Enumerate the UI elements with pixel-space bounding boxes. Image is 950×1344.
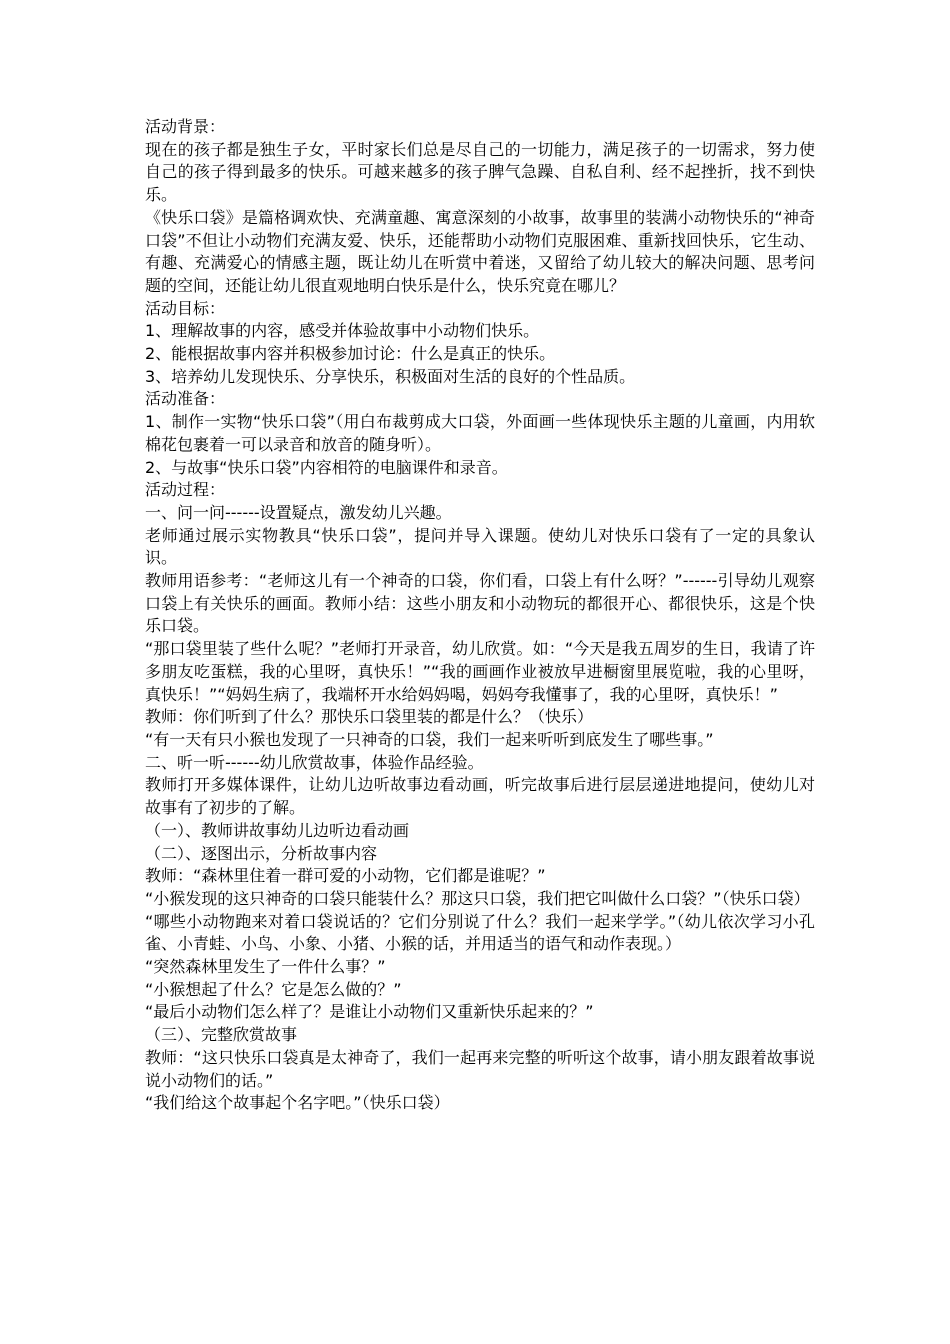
substep-3-paragraph-2: “我们给这个故事起个名字吧。”（快乐口袋） — [145, 1093, 450, 1113]
step-1-paragraph-1: 老师通过展示实物教具“快乐口袋”，提问并导入课题。使幼儿对快乐口袋有了一定的具象认识。 — [145, 525, 815, 568]
step-2-title: 二、听一听------幼儿欣赏故事，体验作品经验。 — [145, 752, 484, 772]
heading-background: 活动背景： — [145, 117, 226, 136]
goal-item-3: 3、培养幼儿发现快乐、分享快乐，积极面对生活的良好的个性品质。 — [145, 366, 636, 386]
preparation-item-2: 2、与故事“快乐口袋”内容相符的电脑课件和录音。 — [145, 457, 508, 477]
substep-3-paragraph-1: 教师：“这只快乐口袋真是太神奇了，我们一起再来完整的听听这个故事，请小朋友跟着故事说说小动物们的话。” — [145, 1047, 815, 1090]
substep-2-paragraph-4: “突然森林里发生了一件什么事？” — [145, 957, 386, 977]
substep-1: （一）、教师讲故事幼儿边听边看动画 — [145, 820, 410, 840]
substep-2-paragraph-2: “小猴发现的这只神奇的口袋只能装什么？那这只口袋，我们把它叫做什么口袋？”（快乐口袋） — [145, 888, 810, 908]
goal-item-2: 2、能根据故事内容并积极参加讨论：什么是真正的快乐。 — [145, 344, 556, 364]
preparation-item-1: 1、制作一实物“快乐口袋”（用白布裁剪成大口袋，外面画一些体现快乐主题的儿童画，内用软棉花包裹着一可以录音和放音的随身听）。 — [145, 412, 815, 454]
substep-2: （二）、逐图出示，分析故事内容 — [145, 843, 378, 863]
substep-2-paragraph-5: “小猴想起了什么？它是怎么做的？” — [145, 979, 402, 999]
heading-process: 活动过程： — [145, 480, 226, 500]
step-1-paragraph-4: 教师：你们听到了什么？那快乐口袋里装的都是什么？（快乐） — [145, 707, 594, 727]
step-2-paragraph-1: 教师打开多媒体课件，让幼儿边听故事边看动画，听完故事后进行层层递进地提问，使幼儿对故事有了初步的了解。 — [145, 775, 815, 818]
step-1-paragraph-2: 教师用语参考：“老师这儿有一个神奇的口袋，你们看，口袋上有什么呀？”------引导幼儿观察口袋上有关快乐的画面。教师小结：这些小朋友和小动物玩的都很开心、都很快乐，这是个快乐口袋。 — [145, 571, 815, 636]
heading-goals: 活动目标： — [145, 298, 226, 318]
substep-2-paragraph-3: “哪些小动物跑来对着口袋说话的？它们分别说了什么？我们一起来学学。”（幼儿依次学习小孔雀、小青蛙、小鸟、小象、小猪、小猴的话，并用适当的语气和动作表现。） — [145, 911, 815, 954]
step-1-title: 一、问一问------设置疑点，激发幼儿兴趣。 — [145, 502, 452, 522]
step-1-paragraph-3: “那口袋里装了些什么呢？”老师打开录音，幼儿欣赏。如：“今天是我五周岁的生日，我请了许多朋友吃蛋糕，我的心里呀，真快乐！”“我的画画作业被放早进橱窗里展览啦，我的心里呀，真快乐！”“妈妈生病了，我端杯开水给妈妈喝，妈妈夸我懂事了，我的心里呀，真快乐！” — [145, 639, 815, 704]
heading-preparation: 活动准备： — [145, 389, 226, 409]
substep-2-paragraph-1: 教师：“森林里住着一群可爱的小动物，它们都是谁呢？” — [145, 866, 546, 886]
paragraph-background-1: 现在的孩子都是独生子女，平时家长们总是尽自己的一切能力，满足孩子的一切需求，努力使自己的孩子得到最多的快乐。可越来越多的孩子脾气急躁、自私自利、经不起挫折，找不到快乐。 — [145, 139, 815, 205]
paragraph-background-2: 《快乐口袋》是篇格调欢快、充满童趣、寓意深刻的小故事，故事里的装满小动物快乐的“神奇口袋”不但让小动物们充满友爱、快乐，还能帮助小动物们克服困难、重新找回快乐，它生动、有趣、充满爱心的情感主题，既让幼儿在听赏中着迷，又留给了幼儿较大的解决问题、思考问题的空间，还能让幼儿很直观地明白快乐是什么，快乐究竟在哪儿？ — [145, 207, 815, 295]
step-1-paragraph-5: “有一天有只小猴也发现了一只神奇的口袋，我们一起来听听到底发生了哪些事。” — [145, 729, 714, 749]
goal-item-1: 1、理解故事的内容，感受并体验故事中小动物们快乐。 — [145, 321, 540, 341]
substep-2-paragraph-6: “最后小动物们怎么样了？是谁让小动物们又重新快乐起来的？” — [145, 1002, 594, 1022]
substep-3: （三）、完整欣赏故事 — [145, 1025, 298, 1045]
document-body — [145, 116, 815, 1115]
